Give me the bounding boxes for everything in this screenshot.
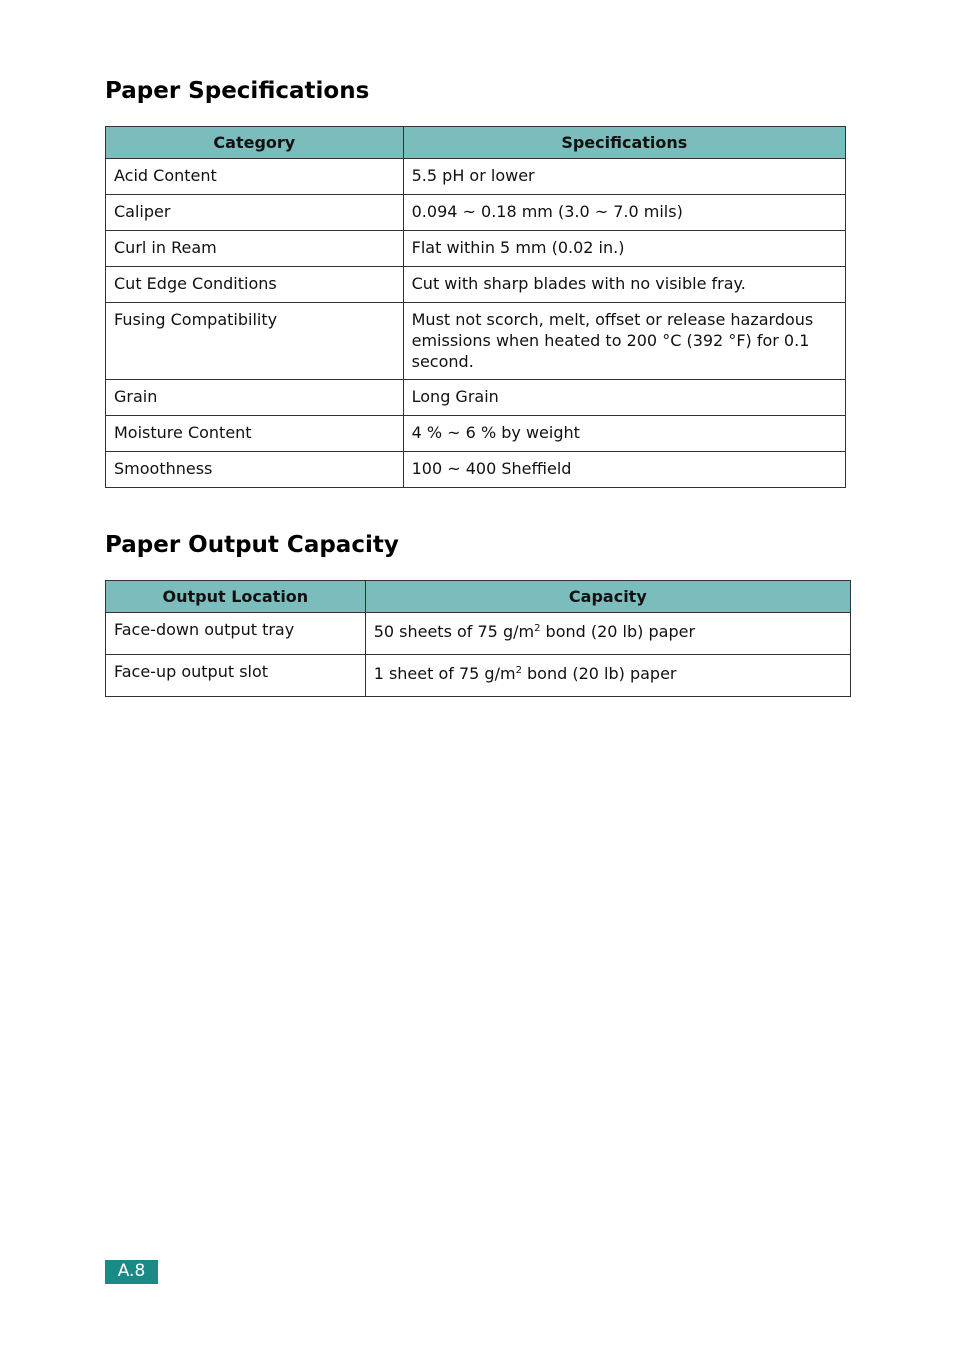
specification-cell: Cut with sharp blades with no visible fray. [403,267,845,303]
capacity-text: bond (20 lb) paper [540,622,696,641]
category-cell: Caliper [106,195,404,231]
table-row [106,452,846,488]
category-cell: Fusing Compatibility [106,303,404,380]
table-row [106,231,846,267]
specification-cell: Long Grain [403,380,845,416]
table-row [106,613,851,655]
column-header-output-location: Output Location [106,581,366,613]
table-header-row [106,581,851,613]
category-cell: Grain [106,380,404,416]
table-row [106,303,846,380]
category-cell: Curl in Ream [106,231,404,267]
table-row [106,159,846,195]
output-location-cell: Face-down output tray [106,613,366,655]
table-row [106,655,851,697]
capacity-cell [365,655,850,697]
category-cell: Cut Edge Conditions [106,267,404,303]
output-location-cell: Face-up output slot [106,655,366,697]
table-row [106,380,846,416]
specification-cell: 0.094 ~ 0.18 mm (3.0 ~ 7.0 mils) [403,195,845,231]
capacity-cell [365,613,850,655]
category-cell: Acid Content [106,159,404,195]
column-header-specifications: Specifications [403,127,845,159]
superscript-exponent: 2 [515,665,522,676]
section-title-paper-output-capacity: Paper Output Capacity [105,532,399,558]
capacity-text: 1 sheet of 75 g/m [373,664,516,683]
category-cell: Moisture Content [106,416,404,452]
specification-cell: Must not scorch, melt, offset or release hazardous emissions when heated to 200 °C (392 °F) for 0.1 second. [403,303,845,380]
column-header-capacity: Capacity [365,581,850,613]
table-header-row [106,127,846,159]
capacity-text: bond (20 lb) paper [521,664,677,683]
specification-cell: 4 % ~ 6 % by weight [403,416,845,452]
specification-cell: Flat within 5 mm (0.02 in.) [403,231,845,267]
page-number-badge: A.8 [105,1260,158,1284]
category-cell: Smoothness [106,452,404,488]
table-row [106,416,846,452]
specification-cell: 100 ~ 400 Sheffield [403,452,845,488]
column-header-category: Category [106,127,404,159]
capacity-text: 50 sheets of 75 g/m [373,622,535,641]
section-title-paper-specifications: Paper Specifications [105,78,370,104]
paper-output-capacity-table [105,580,851,697]
specification-cell: 5.5 pH or lower [403,159,845,195]
paper-specifications-table [105,126,846,488]
table-row [106,195,846,231]
table-row [106,267,846,303]
superscript-exponent: 2 [534,623,541,634]
